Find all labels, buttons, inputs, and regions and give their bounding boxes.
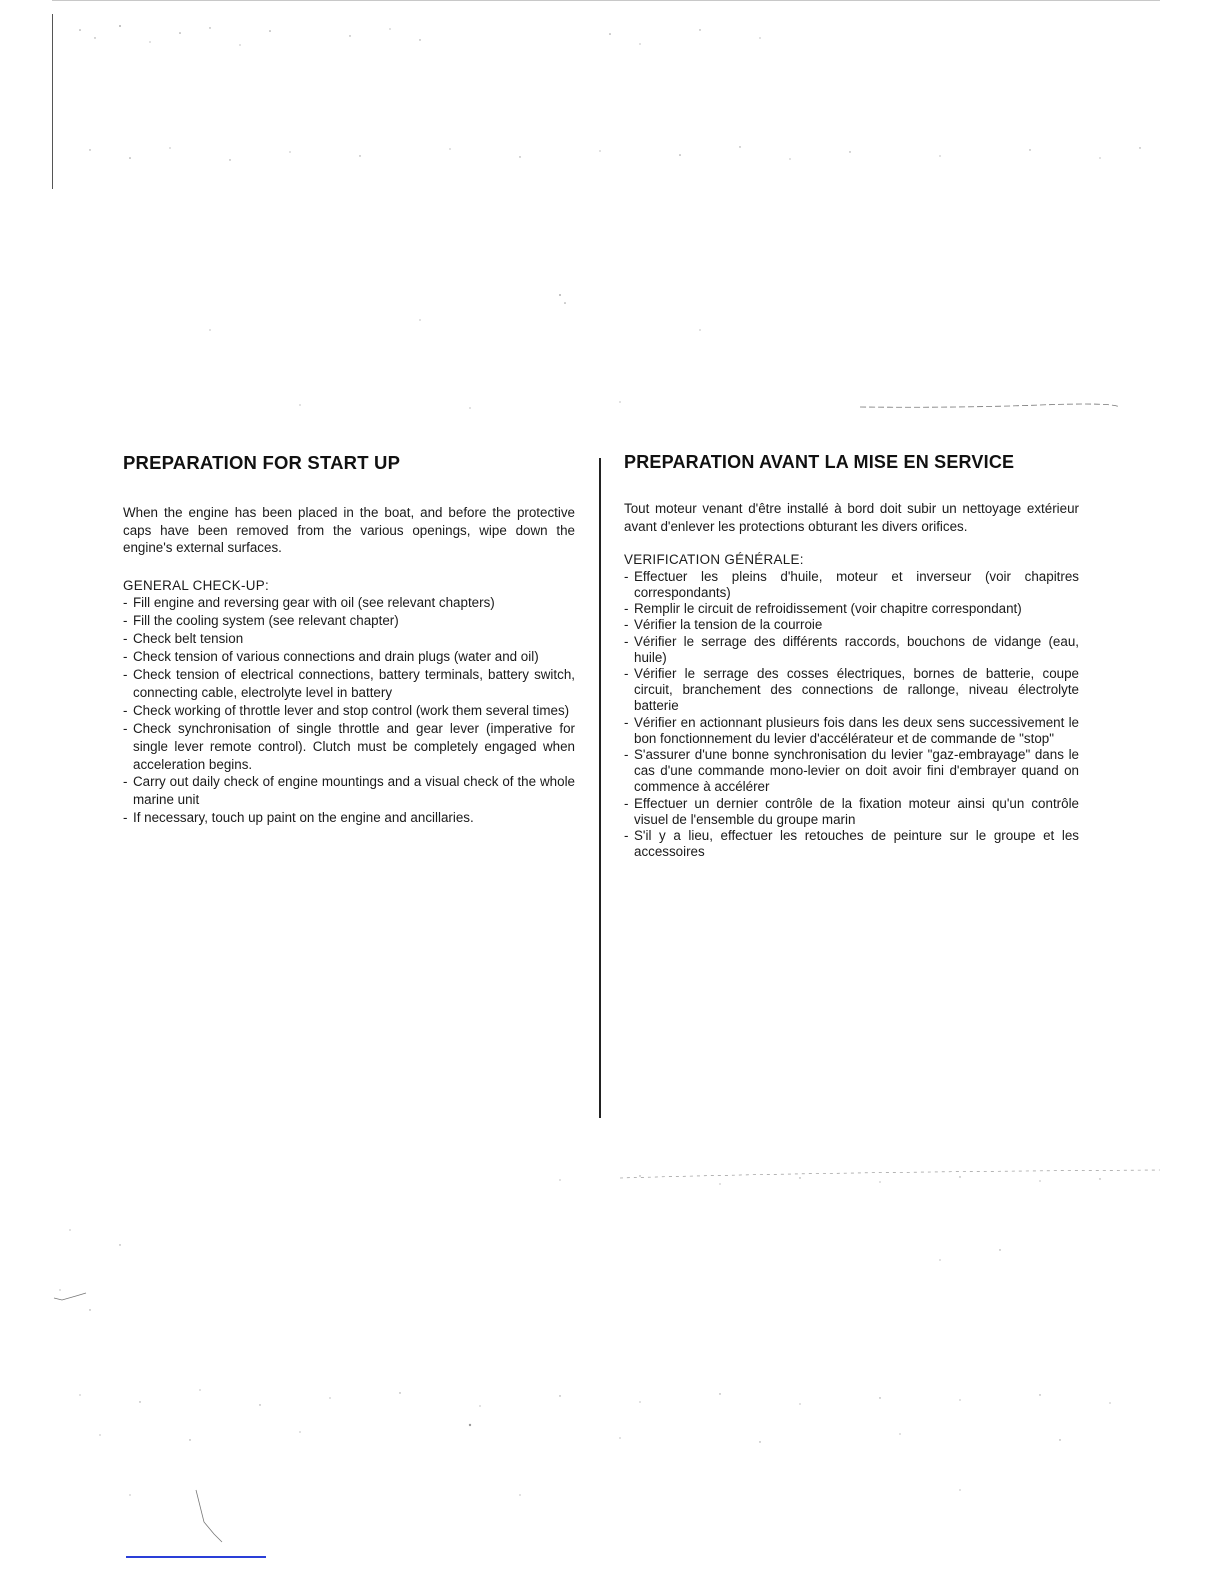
bullet-dash: - <box>123 774 128 790</box>
list-item <box>123 773 575 809</box>
list-item <box>123 720 575 774</box>
list-item-text: Check working of throttle lever and stop control (work them several times) <box>133 702 570 718</box>
list-item-text: Vérifier la tension de la courroie <box>634 617 823 633</box>
list-item-text: Vérifier le serrage des différents raccords, bouchons de vidange (eau, huile) <box>634 633 1079 665</box>
list-item-text: Effectuer un dernier contrôle de la fixation moteur ainsi qu'un contrôle visuel de l'ensemble du groupe marin <box>634 795 1079 827</box>
footer-rule <box>126 1556 266 1558</box>
english-checkup-title: GENERAL CHECK-UP: <box>123 577 269 593</box>
bullet-dash: - <box>624 714 629 730</box>
list-item <box>123 809 575 827</box>
list-item-text: Effectuer les pleins d'huile, moteur et inverseur (voir chapitres correspondants) <box>634 568 1079 600</box>
french-checkup-title: VERIFICATION GÉNÉRALE: <box>624 552 804 568</box>
list-item <box>624 796 1079 828</box>
english-checklist <box>123 594 575 827</box>
list-item <box>624 601 1079 617</box>
list-item <box>624 666 1079 715</box>
french-column <box>624 452 1079 860</box>
list-item-text: Check synchronisation of single throttle and gear lever (imperative for single lever remote control). Clutch must be completely engaged when acceleration begins. <box>133 720 575 772</box>
list-item <box>123 702 575 720</box>
bullet-dash: - <box>123 613 128 629</box>
bullet-dash: - <box>624 828 629 844</box>
list-item-text: Fill engine and reversing gear with oil (see relevant chapters) <box>133 595 495 611</box>
french-heading: PREPARATION AVANT LA MISE EN SERVICE <box>624 452 1015 472</box>
list-item <box>624 569 1079 601</box>
bullet-dash: - <box>624 568 629 584</box>
list-item-text: S'il y a lieu, effectuer les retouches de peinture sur le groupe et les accessoires <box>634 828 1079 860</box>
list-item <box>624 715 1079 747</box>
bullet-dash: - <box>624 601 629 617</box>
english-intro: When the engine has been placed in the boat, and before the protective caps have been removed from the various openings, wipe down the engine's external surfaces. <box>123 505 575 556</box>
bullet-dash: - <box>123 810 128 826</box>
list-item-text: Vérifier en actionnant plusieurs fois dans les deux sens successivement le bon fonctionnement du levier d'accélérateur et de commande de "stop" <box>634 714 1079 746</box>
column-divider <box>599 458 601 1118</box>
list-item-text: Vérifier le serrage des cosses électriques, bornes de batterie, coupe circuit, branchement des connections de rallonge, niveau électrolyte batterie <box>634 666 1079 714</box>
list-item <box>624 617 1079 633</box>
bullet-dash: - <box>624 747 629 763</box>
list-item <box>123 594 575 612</box>
bullet-dash: - <box>123 720 128 736</box>
english-heading: PREPARATION FOR START UP <box>123 452 401 473</box>
bullet-dash: - <box>123 667 128 682</box>
list-item-text: Fill the cooling system (see relevant chapter) <box>133 613 399 629</box>
list-item <box>123 612 575 630</box>
scan-left-edge <box>52 14 53 189</box>
bullet-dash: - <box>624 633 629 649</box>
french-checklist <box>624 569 1079 861</box>
list-item <box>123 648 575 666</box>
list-item <box>624 828 1079 860</box>
scan-speckle-bottom <box>0 1150 1224 1584</box>
list-item-text: If necessary, touch up paint on the engine and ancillaries. <box>133 810 474 826</box>
list-item-text: Check belt tension <box>133 631 244 647</box>
list-item-text: Remplir le circuit de refroidissement (voir chapitre correspondant) <box>634 601 1022 617</box>
bullet-dash: - <box>624 617 629 633</box>
english-column <box>123 452 575 827</box>
bullet-dash: - <box>123 702 128 718</box>
list-item-text: S'assurer d'une bonne synchronisation du levier "gaz-embrayage" dans le cas d'une commande mono-levier on doit avoir fini d'embrayer quand on commence à accélérer <box>634 747 1079 795</box>
french-intro: Tout moteur venant d'être installé à bord doit subir un nettoyage extérieur avant d'enlever les protections obturant les divers orifices. <box>624 501 1079 534</box>
bullet-dash: - <box>624 666 629 681</box>
list-item <box>123 630 575 648</box>
list-item-text: Check tension of various connections and drain plugs (water and oil) <box>133 649 539 665</box>
scan-top-edge <box>52 0 1160 1</box>
list-item-text: Carry out daily check of engine mountings and a visual check of the whole marine unit <box>133 774 575 808</box>
bullet-dash: - <box>123 631 128 647</box>
scan-speckle-top <box>0 0 1224 430</box>
list-item <box>624 747 1079 796</box>
bullet-dash: - <box>123 595 128 611</box>
bullet-dash: - <box>123 649 128 665</box>
list-item-text: Check tension of electrical connections, battery terminals, battery switch, connecting cable, electrolyte level in battery <box>133 667 575 700</box>
bullet-dash: - <box>624 795 629 811</box>
list-item <box>624 634 1079 666</box>
list-item <box>123 666 575 702</box>
